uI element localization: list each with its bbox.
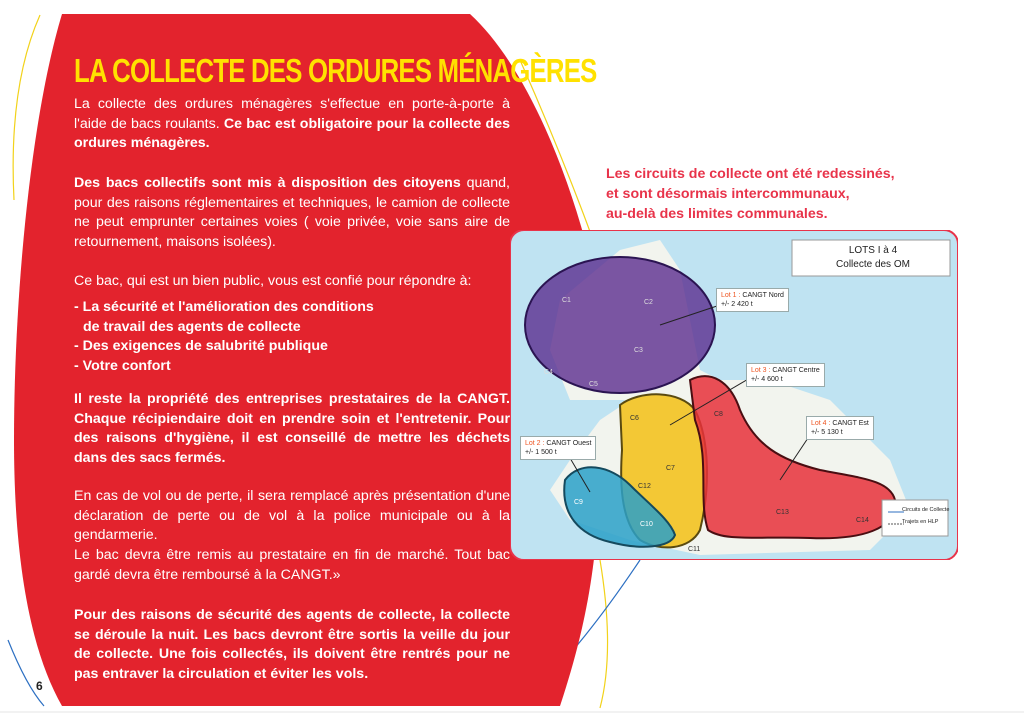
- purpose-item: - La sécurité et l'amélioration des conditions: [74, 299, 374, 315]
- lot2-label: [520, 436, 596, 460]
- circuit-label: C10: [640, 521, 653, 528]
- purpose-item: - Des exigences de salubrité publique: [74, 338, 328, 355]
- circuits-note: [606, 164, 926, 224]
- map-header-subtitle: Collecte des OM: [836, 259, 910, 270]
- lot-name: CANGT Est: [832, 420, 869, 427]
- map-header-title: LOTS I à 4: [848, 245, 898, 256]
- circuit-label: C14: [856, 517, 869, 524]
- legend-circuits: Circuits de Collecte: [902, 507, 950, 513]
- note-line: Les circuits de collecte ont été redessinés,: [606, 166, 895, 182]
- theft-paragraph: En cas de vol ou de perte, il sera remplacé après présentation d'une déclaration de perte ou de vol à la police municipale ou à la gendarmerie.: [74, 488, 510, 544]
- lot-name: CANGT Nord: [742, 292, 784, 299]
- circuit-label: C2: [644, 299, 653, 306]
- circuit-label: C3: [634, 347, 643, 354]
- lot4-label: [806, 416, 874, 440]
- purpose-item: - Votre confort: [74, 358, 171, 375]
- lot-name: CANGT Ouest: [546, 440, 592, 447]
- lot1-label: [716, 288, 789, 312]
- collective-bins-paragraph: Des bacs collectifs sont mis à disposition des citoyens quand, pour des raisons réglementaires et techniques, le camion de collecte ne peut emprunter certaines voies ( voie privée, voie sans aire de retournement, maisons isolées).: [74, 175, 510, 251]
- note-line: au-delà des limites communales.: [606, 206, 828, 222]
- circuit-label: C13: [776, 509, 789, 516]
- map-header: [800, 242, 946, 274]
- lot-number: Lot 2 :: [525, 440, 545, 447]
- note-line: et sont désormais intercommunaux,: [606, 186, 850, 202]
- circuit-label: C7: [666, 465, 675, 472]
- lot-amount: +/- 2 420 t: [721, 301, 753, 308]
- map-graphic: [510, 230, 958, 560]
- return-paragraph: Le bac devra être remis au prestataire en fin de marché. Tout bac gardé devra être remboursé à la CANGT.»: [74, 547, 510, 583]
- purpose-item: de travail des agents de collecte: [83, 318, 301, 335]
- intro-paragraph: La collecte des ordures ménagères s'effectue en porte-à-porte à l'aide de bacs roulants. Ce bac est obligatoire pour la collecte des ordures ménagères.: [74, 96, 510, 152]
- circuit-label: C8: [714, 411, 723, 418]
- lot-number: Lot 4 :: [811, 420, 831, 427]
- lot3-label: [746, 363, 825, 387]
- lot-amount: +/- 1 500 t: [525, 449, 557, 456]
- property-paragraph: Il reste la propriété des entreprises prestataires de la CANGT. Chaque récipiendaire doit en prendre soin et l'entretenir. Pour des raisons d'hygiène, il est conseillé de mettre les déchets dans des sacs fermés.: [74, 391, 510, 467]
- purpose-list: [74, 298, 514, 377]
- lot-amount: +/- 4 600 t: [751, 376, 783, 383]
- circuit-label: C4: [544, 369, 553, 376]
- lot-number: Lot 3 :: [751, 367, 771, 374]
- page-title: LA COLLECTE DES ORDURES MÉNAGÈRES: [74, 52, 597, 89]
- lot-amount: +/- 5 130 t: [811, 429, 843, 436]
- collection-map: [510, 230, 958, 560]
- circuit-label: C5: [589, 381, 598, 388]
- circuit-label: C12: [638, 483, 651, 490]
- purpose-lead: Ce bac, qui est un bien public, vous est confié pour répondre à:: [74, 273, 472, 289]
- legend-hlp: Trajets en HLP: [902, 519, 939, 525]
- lot-name: CANGT Centre: [772, 367, 820, 374]
- lot-number: Lot 1 :: [721, 292, 741, 299]
- circuit-label: C11: [688, 546, 701, 553]
- circuit-label: C1: [562, 297, 571, 304]
- circuit-label: C9: [574, 499, 583, 506]
- night-collection-paragraph: Pour des raisons de sécurité des agents de collecte, la collecte se déroule la nuit. Les bacs devront être sortis la veille du jour de collecte. Une fois collectés, ils doivent être rentrés pour ne pas entraver la circulation et éviter les vols.: [74, 607, 510, 683]
- circuit-label: C6: [630, 415, 639, 422]
- page-number: 6: [36, 679, 43, 693]
